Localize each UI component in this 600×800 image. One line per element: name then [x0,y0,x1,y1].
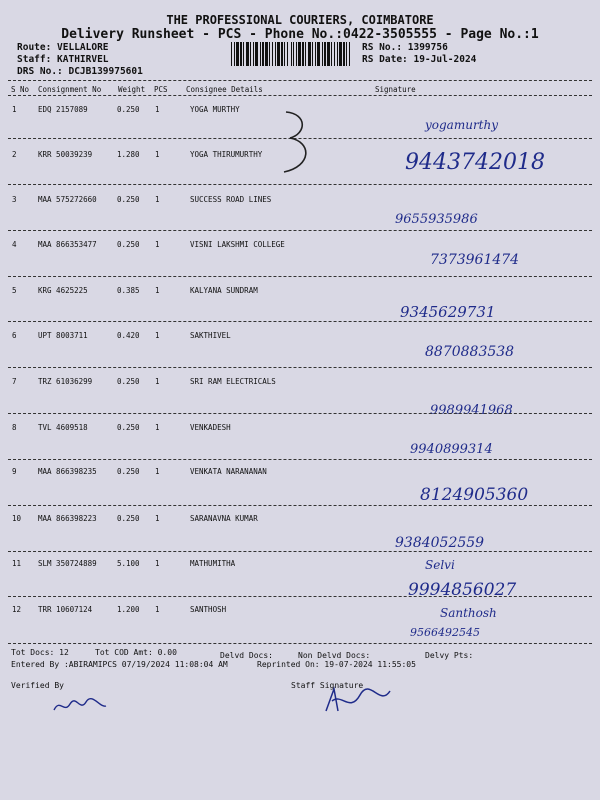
row-divider [8,367,592,368]
row-divider [8,321,592,322]
barcode-bar [243,42,244,66]
col-consignee: Consignee Details [186,85,263,94]
row-consignment-number: MAA 575272660 [38,195,97,204]
barcode-bar [339,42,342,66]
handwritten-phone: 9443742018 [405,150,545,175]
barcode-bar [246,42,249,66]
handwritten-phone: 9994856027 [408,580,517,600]
row-consignee: VENKADESH [190,423,231,432]
row-serial-number: 12 [12,605,22,614]
barcode-bar [281,42,283,66]
handwritten-phone: 8870883538 [425,344,515,360]
row-pcs: 1 [155,423,160,432]
barcode-bar [298,42,301,66]
barcode-bar [234,42,235,66]
col-signature: Signature [375,85,416,94]
barcode-bar [327,42,330,66]
row-pcs: 1 [155,605,160,614]
row-divider [8,459,592,460]
barcode-bar [250,42,251,66]
row-serial-number: 1 [12,105,17,114]
barcode [231,42,352,66]
barcode-bar [308,42,311,66]
row-consignee: MATHUMITHA [190,559,236,568]
handwritten-name: Selvi [425,558,455,572]
barcode-bar [272,42,273,66]
rs-date: RS Date: 19-Jul-2024 [362,54,477,65]
barcode-bar [334,42,335,66]
row-consignee: SRI RAM ELECTRICALS [190,377,276,386]
row-consignment-number: TRZ 61036299 [38,377,93,386]
barcode-bar [315,42,316,66]
row-pcs: 1 [155,195,160,204]
row-pcs: 1 [155,377,160,386]
barcode-bar [253,42,254,66]
row-pcs: 1 [155,286,160,295]
row-consignee: SARANAVNA KUMAR [190,514,258,523]
barcode-bar [277,42,280,66]
row-weight: 1.280 [117,150,140,159]
col-consignment: Consignment No [38,85,102,94]
barcode-bar [331,42,332,66]
row-consignment-number: MAA 866353477 [38,240,97,249]
total-docs: Tot Docs: 12 [11,648,69,657]
staff-label: Staff: KATHIRVEL [17,54,109,65]
row-divider [8,276,592,277]
row-weight: 0.385 [117,286,140,295]
row-weight: 0.250 [117,423,140,432]
barcode-bar [312,42,313,66]
barcode-bar [337,42,338,66]
row-serial-number: 3 [12,195,17,204]
barcode-bar [231,42,232,66]
row-serial-number: 6 [12,331,17,340]
barcode-bar [346,42,347,66]
row-weight: 0.250 [117,195,140,204]
drs-number: DRS No.: DCJB139975601 [17,66,143,77]
col-weight: Weight [118,85,146,94]
barcode-bar [317,42,320,66]
row-consignee: SUCCESS ROAD LINES [190,195,272,204]
row-consignment-number: TVL 4609518 [38,423,88,432]
row-consignment-number: MAA 866398235 [38,467,97,476]
row-serial-number: 4 [12,240,17,249]
barcode-bar [291,42,292,66]
barcode-bar [275,42,276,66]
row-consignee: SAKTHIVEL [190,331,231,340]
row-divider [8,184,592,185]
handwritten-phone: 8124905360 [420,485,529,505]
row-weight: 0.250 [117,240,140,249]
row-consignment-number: UPT 8003711 [38,331,88,340]
barcode-bar [302,42,304,66]
row-weight: 1.200 [117,605,140,614]
row-weight: 0.250 [117,467,140,476]
row-divider [8,643,592,644]
barcode-bar [293,42,294,66]
col-pcs: PCS [154,85,168,94]
row-consignee: KALYANA SUNDRAM [190,286,258,295]
row-consignee: YOGA MURTHY [190,105,240,114]
row-serial-number: 11 [12,559,22,568]
row-serial-number: 9 [12,467,17,476]
row-pcs: 1 [155,331,160,340]
verified-by-label: Verified By [11,681,64,690]
barcode-bar [255,42,258,66]
barcode-bar [260,42,261,66]
rs-number: RS No.: 1399756 [362,42,448,53]
row-consignment-number: EDQ 2157089 [38,105,88,114]
row-serial-number: 8 [12,423,17,432]
barcode-bar [324,42,326,66]
row-weight: 0.250 [117,105,140,114]
row-weight: 0.250 [117,514,140,523]
staff-signature-label: Staff Signature [291,681,364,690]
row-weight: 0.420 [117,331,140,340]
barcode-bar [349,42,350,66]
handwritten-name: yogamurthy [425,118,499,132]
verifier-signature-image [50,692,110,718]
handwritten-phone: 9940899314 [410,442,493,457]
row-pcs: 1 [155,240,160,249]
company-name: THE PROFESSIONAL COURIERS, COIMBATORE [166,13,434,27]
row-pcs: 1 [155,559,160,568]
row-serial-number: 10 [12,514,22,523]
runsheet-subtitle: Delivery Runsheet - PCS - Phone No.:0422-3505555 - Page No.:1 [61,27,539,42]
handwritten-phone: 9989941968 [430,403,513,418]
barcode-bar [262,42,264,66]
barcode-bar [240,42,242,66]
staff-signature-image [320,683,400,717]
row-consignment-number: MAA 866398223 [38,514,97,523]
delivery-points: Delvy Pts: [425,651,474,660]
route-label: Route: VELLALORE [17,42,109,53]
row-consignment-number: TRR 10607124 [38,605,93,614]
barcode-bar [305,42,306,66]
row-consignee: VISNI LAKSHMI COLLEGE [190,240,285,249]
barcode-bar [284,42,285,66]
handwritten-name: Santhosh [440,606,497,620]
row-divider [8,596,592,597]
row-divider [8,551,592,552]
barcode-bar [265,42,268,66]
row-weight: 5.100 [117,559,140,568]
row-pcs: 1 [155,467,160,476]
barcode-bar [322,42,323,66]
handwritten-phone: 9345629731 [400,303,496,321]
row-serial-number: 2 [12,150,17,159]
total-cod: Tot COD Amt: 0.00 [95,648,177,657]
scribble-mark [278,108,318,178]
handwritten-phone: 9566492545 [410,626,480,639]
handwritten-phone: 7373961474 [430,252,520,268]
row-divider [8,230,592,231]
barcode-bar [296,42,297,66]
row-pcs: 1 [155,514,160,523]
reprinted-on: Reprinted On: 19-07-2024 11:55:05 [257,660,416,669]
handwritten-phone: 9384052559 [395,535,485,551]
col-sno: S No [11,85,30,94]
row-serial-number: 7 [12,377,17,386]
row-divider [8,413,592,414]
barcode-bar [343,42,345,66]
delivered-docs: Delvd Docs: [220,651,273,660]
row-consignment-number: SLM 350724889 [38,559,97,568]
row-consignee: VENKATA NARANANAN [190,467,267,476]
row-pcs: 1 [155,150,160,159]
non-delivered-docs: Non Delvd Docs: [298,651,371,660]
row-consignee: YOGA THIRUMURTHY [190,150,263,159]
barcode-bar [269,42,270,66]
barcode-bar [287,42,288,66]
row-pcs: 1 [155,105,160,114]
divider [8,95,592,96]
entered-by: Entered By :ABIRAMIPCS 07/19/2024 11:08:04 AM [11,660,228,669]
row-divider [8,505,592,506]
row-serial-number: 5 [12,286,17,295]
row-consignee: SANTHOSH [190,605,227,614]
divider [8,80,592,81]
handwritten-phone: 9655935986 [395,212,478,227]
row-consignment-number: KRG 4625225 [38,286,88,295]
barcode-bar [236,42,239,66]
row-consignment-number: KRR 50039239 [38,150,93,159]
row-weight: 0.250 [117,377,140,386]
